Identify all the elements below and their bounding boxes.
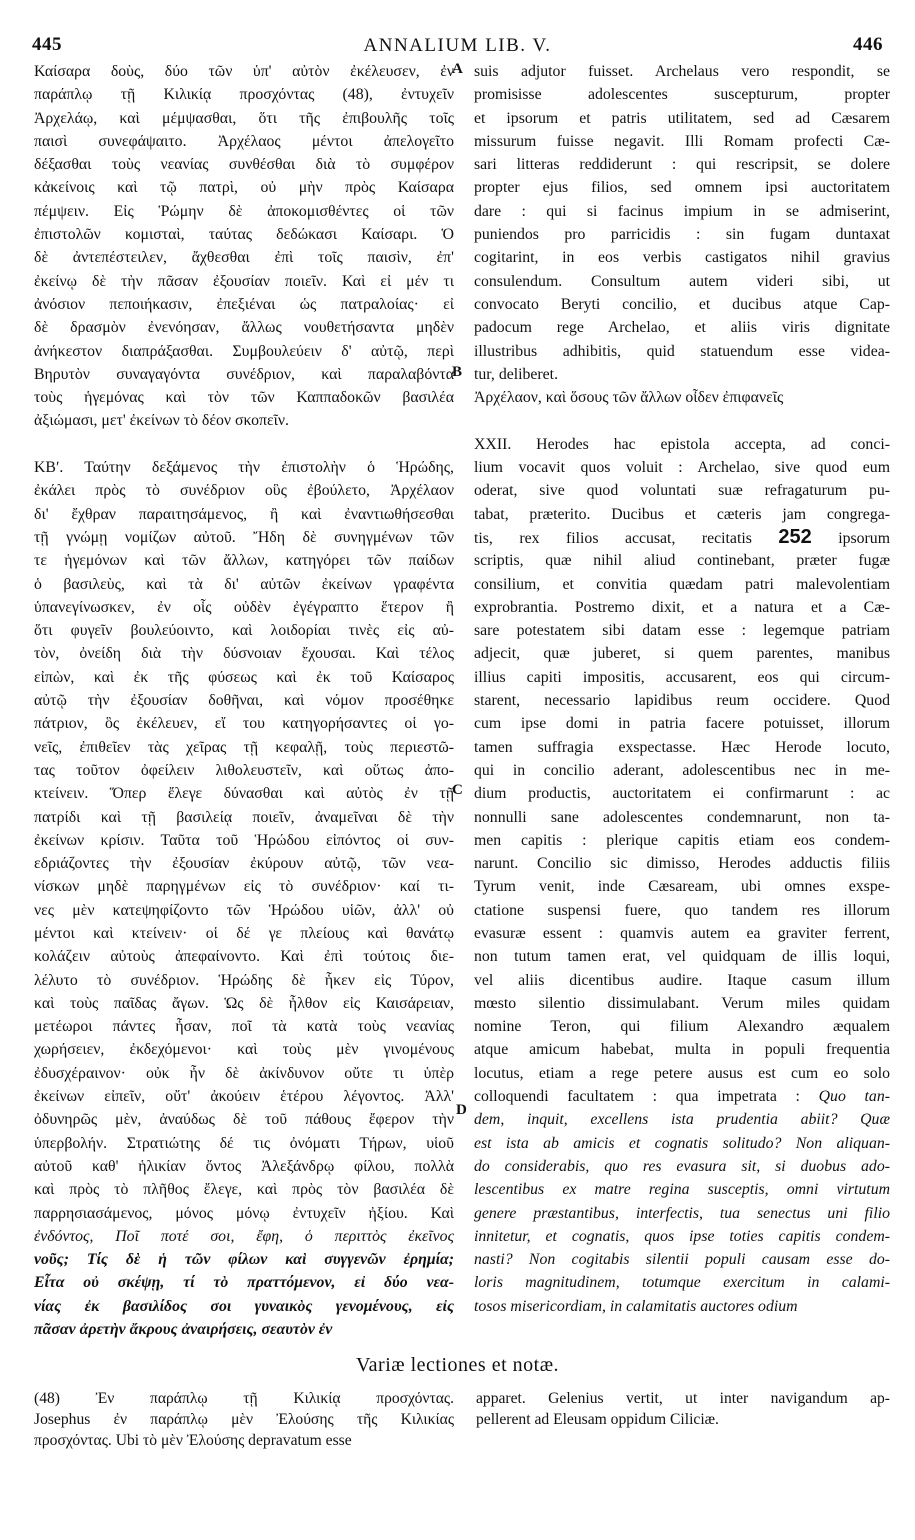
greek-text-line: Καίσαρα δοὺς, δύο τῶν ὑπ' αὐτὸν ἐκέλευσεν, ἐν — [34, 63, 454, 80]
latin-text-line: lium vocavit quos voluit : Archelao, sive quod eum — [474, 459, 890, 477]
greek-text-line: κολάζειν αὐτοὺς ἀπεφαίνοντο. Καὶ ἐπὶ τούτοις διε- — [34, 948, 454, 966]
column-number-marker: 252 — [778, 525, 812, 548]
greek-text-line: ὀδυνηρῶς μὲν, ἀναύδως δὲ τοῦ πάθους ἔφερον τὴν — [34, 1111, 454, 1129]
greek-text-line: ΚΒʹ. Ταύτην δεξάμενος τὴν ἐπιστολὴν ὁ Ἡρώδης, — [34, 459, 454, 477]
greek-text-line — [34, 433, 454, 456]
greek-text-line: Ἀρχελάῳ, καὶ μέμψασθαι, ὅτι τῆς ἐπιβουλῆς τοῖς — [34, 109, 454, 127]
latin-text-line: nasti? Non cogitabis silentii populi causam esse do- — [474, 1251, 890, 1269]
greek-text-line: δι' ἔχθραν παραιτησάμενος, ἢ καὶ ἐναντιωθήσεσθαι — [34, 505, 454, 523]
greek-text-line: τοὺς ἡγεμόνας καὶ τὸν τῶν Καππαδοκῶν βασιλέα — [34, 389, 454, 407]
greek-text-line: μετέωροι πάντες ἦσαν, ποῖ τὰ κατὰ τοὺς νεανίας — [34, 1018, 454, 1036]
greek-text-line: τε ἡγεμόνων καὶ τῶν ἄλλων, κατηγόρει τῶν παίδων — [34, 552, 454, 570]
greek-text-line: νοῦς; Τίς δὲ ἡ τῶν φίλων καὶ συγγενῶν ἐρημία; — [34, 1251, 454, 1269]
latin-text-line: consilium, et convitia quædam patri malevolentiam — [474, 575, 890, 593]
greek-text-line: καὶ τοὺς παῖδας ἄγων. Ὡς δὲ ἦλθον εἰς Καισάρειαν, — [34, 994, 454, 1012]
margin-letter-c: C — [452, 782, 463, 798]
latin-text-line: propter ejus filios, sed omnem ipsi auctoritatem — [474, 179, 890, 197]
note-line: Josephus ἐν παράπλῳ μὲν Ἐλούσης τῆς Κιλικίας — [34, 1411, 454, 1428]
latin-text-line: atque amicum habebat, multa in populi frequentia — [474, 1041, 890, 1059]
greek-text-line: κτείνειν. Ὅπερ ἔλεγε δύνασθαι καὶ αὐτὸς ἐν τῇ — [34, 785, 454, 803]
latin-text-line: sari litteras reddiderunt : qui rescripsit, se dolere — [474, 156, 890, 174]
latin-text-line: tamen suffragia exspectasse. Hæc Herode locuto, — [474, 738, 890, 756]
greek-text-line: παράπλῳ τῇ Κιλικίᾳ προσχόντας (48), ἐντυχεῖν — [34, 86, 454, 104]
margin-letter-b: B — [452, 364, 463, 380]
greek-text-line: ἀνήκεστον διαπράξασθαι. Συμβουλεύειν δ' αὐτῷ, περὶ — [34, 342, 454, 360]
latin-text-line: tis, rex filios accusat, recitatis 252 ipsorum — [474, 525, 890, 548]
latin-text-line: loris magnitudinem, totumque exercitum in calami- — [474, 1274, 890, 1292]
greek-text-line: ὁ βασιλεὺς, καὶ τὰ δι' αὐτῶν ἐκείνων γραφέντα — [34, 575, 454, 593]
latin-text-line: innitetur, et cognatis, quos ipse toties capitis condem- — [474, 1227, 890, 1245]
note-line: προσχόντας. Ubi τὸ μὲν Ἐλούσης depravatum esse — [34, 1432, 352, 1449]
latin-text-line: dare : qui si facinus impium in se admiserint, — [474, 202, 890, 220]
greek-text-line: ἐδυσχέραινον· οὐκ ἦν δὲ ἀκίνδυνον οὔτε τι ὑπὲρ — [34, 1064, 454, 1082]
greek-text-line: ὑπερβολήν. Στρατιώτης δέ τις ὀνόματι Τήρων, υἱοῦ — [34, 1134, 454, 1152]
greek-text-line: λέλυτο τὸ συνέδριον. Ἡρώδης δὲ ἧκεν εἰς Τύρον, — [34, 971, 454, 989]
greek-text-line: ὑπανεγίνωσκεν, ἐν οἷς οὐδὲν ἐγέγραπτο ἕτερον ἢ — [34, 598, 454, 616]
greek-text-line: πέμψειν. Εἰς Ῥώμην δὲ ἀποκομισθέντες οἱ τῶν — [34, 202, 454, 220]
latin-text-column — [474, 60, 890, 1318]
greek-text-line: δὲ δρασμὸν ἐνενόησαν, ἄλλως νουθετήσαντα μηδὲν — [34, 319, 454, 337]
notes-right-column — [476, 1388, 890, 1430]
latin-text-line: et ipsorum et patris utilitatem, sed ad Cæsarem — [474, 109, 890, 127]
greek-text-line: νίσκων μηδὲ παρηγμένων εἰς τὸ συνέδριον· καί τι- — [34, 878, 454, 896]
greek-text-line: ἀνόσιον πεποιήκασιν, ἐπεξιέναι ὡς πατραλοίας· εἰ — [34, 295, 454, 313]
latin-text-line: adjecit, quæ juberet, si quem parentes, manibus — [474, 645, 890, 663]
greek-text-line: εἰπὼν, καὶ ἐκ τῆς φύσεως καὶ ἐκ τοῦ Καίσαρος — [34, 668, 454, 686]
greek-text-line: αὐτῷ τὴν ἐξουσίαν δοθῆναι, καὶ νόμον προσέθηκε — [34, 692, 454, 710]
greek-text-line: καὶ πρὸς τὸ πλῆθος ἔλεγε, καὶ πρὸς τὸν βασιλέα δὲ — [34, 1181, 454, 1199]
latin-text-line — [474, 409, 890, 432]
latin-text-line: tur, deliberet. — [474, 365, 559, 383]
greek-text-line: νεῖς, ἐπιθεῖεν τὰς χεῖρας τῇ κεφαλῇ, τοὺς περιεστῶ- — [34, 738, 454, 756]
latin-text-line: genere præstantibus, interfectis, tua senectus uni filio — [474, 1204, 890, 1222]
latin-text-line: exprobrantia. Postremo dixit, et a natura et a Cæ- — [474, 598, 890, 616]
greek-text-line: δὲ ἀντεπέστειλεν, ἄχθεσθαι ἐπὶ τοῖς παισὶν, ἐπ' — [34, 249, 454, 267]
margin-letter-d: D — [456, 1102, 467, 1118]
note-line: apparet. Gelenius vertit, ut inter navigandum ap- — [476, 1390, 890, 1407]
latin-text-line: Tyrum venit, inde Cæsaream, ubi omnes exspe- — [474, 878, 890, 896]
greek-text-line: πάτριον, ὃς ἐκέλευεν, εἴ του κατηγορήσαντες οἱ γο- — [34, 715, 454, 733]
greek-text-line: αὐτοῦ καθ' ἡλικίαν ὄντος Ἀλεξάνδρῳ φίλου, πολλὰ — [34, 1157, 454, 1175]
latin-text-line: missurum fuisse negavit. Illi Romam profecti Cæ- — [474, 132, 890, 150]
greek-text-line: Εἶτα οὐ σκέψῃ, τί τὸ πραττόμενον, εἰ δύο νεα- — [34, 1274, 454, 1292]
latin-text-line: scriptis, quæ nihil aliud continebant, præter fugæ — [474, 552, 890, 570]
latin-text-line: locutus, etiam a rege petere ausus est cum eo solo — [474, 1064, 890, 1082]
greek-text-line: δέξασθαι τοὺς νεανίας συνθέσθαι διὰ τὸ συμφέρον — [34, 156, 454, 174]
margin-letter-a: A — [452, 61, 463, 77]
greek-text-line: τῇ γνώμῃ νομίζων αὐτοῦ. Ἤδη δὲ συνηγμένων τῶν — [34, 528, 454, 546]
greek-text-line: ἀξιώμασι, μετ' ἐκείνων τὸ δέον σκοπεῖν. — [34, 412, 289, 430]
latin-text-line: dem, inquit, excellens ista prudentia abiit? Quæ — [474, 1111, 890, 1129]
latin-text-line: ctatione suspensi fuere, quo tandem res illorum — [474, 901, 890, 919]
greek-text-line: νες μὲν κατεψηφίζοντο τῶν Ἡρώδου υἱῶν, ἀλλ' οὐ — [34, 901, 454, 919]
latin-text-line: colloquendi facultatem : qua impetrata : Quo tan- — [474, 1088, 890, 1106]
latin-text-line: puniendos pro parricidis : sin fugam duntaxat — [474, 226, 890, 244]
latin-text-line: XXII. Herodes hac epistola accepta, ad conci- — [474, 435, 890, 453]
latin-text-line: est ista ab amicis et cognatis solitudo? Non aliquan- — [474, 1134, 890, 1152]
latin-text-line: vel aliis dicentibus audire. Itaque casum illum — [474, 971, 890, 989]
latin-text-line: convocato Beryti concilio, et ducibus atque Cap- — [474, 295, 890, 313]
latin-text-line: qui in concilio aderant, adolescentibus nec in me- — [474, 761, 890, 779]
greek-text-line: τὸν, ὀνείδη διὰ τὴν δύσνοιαν ἔχουσαι. Καὶ τέλος — [34, 645, 454, 663]
latin-text-line: nomine Teron, qui filium Alexandro æqualem — [474, 1018, 890, 1036]
greek-text-line: νίας ἐκ βασιλίδος σοι γυναικὸς γενομένους, εἰς — [34, 1297, 454, 1315]
greek-text-line: μέντοι καὶ κτείνειν· οἱ δέ γε πλείους καὶ θανάτῳ — [34, 924, 454, 942]
greek-text-column — [34, 60, 454, 1341]
latin-text-line: suis adjutor fuisset. Archelaus vero respondit, se — [474, 63, 890, 80]
latin-text-line: oderat, sive quod voluntati suæ refragaturum pu- — [474, 482, 890, 500]
latin-text-line: mœsto silentio dissimulabant. Verum miles quidam — [474, 994, 890, 1012]
latin-text-line: do considerabis, quo res evasura sit, si duobus ado- — [474, 1157, 890, 1175]
italic-quote: Quo tan- — [818, 1088, 890, 1106]
greek-text-line: τας τοῦτον ὀφείλειν λιθολευστεῖν, καὶ οὕτως ἀπο- — [34, 761, 454, 779]
latin-text-line: consulendum. Consultum autem videri sibi, ut — [474, 272, 890, 290]
latin-text-line: illius capiti impositis, accusarent, eos qui circum- — [474, 668, 890, 686]
greek-text-line: ἐκείνων εἰπεῖν, οὔτ' ἀκούειν ἑτέρου λέγοντος. Ἀλλ' — [34, 1088, 454, 1106]
latin-text-line: sare potestatem sibi datam esse : legemque patriam — [474, 622, 890, 640]
latin-text-line: non tutum tamen erat, vel quidquam de illis loqui, — [474, 948, 890, 966]
greek-text-line: χωρήσειεν, ἐκδεχόμενοι· καὶ τοὺς μὲν γινομένους — [34, 1041, 454, 1059]
note-line: pellerent ad Eleusam oppidum Ciliciæ. — [476, 1411, 719, 1428]
latin-text-line: Ἀρχέλαον, καὶ ὅσους τῶν ἄλλων οἶδεν ἐπιφανεῖς — [474, 389, 784, 407]
greek-text-line: ἐπιστολῶν κομισταὶ, ταύτας δεδώκασι Καίσαρι. Ὁ — [34, 226, 454, 244]
latin-text-line: tabat, præterito. Ducibus et cæteris jam congrega- — [474, 505, 890, 523]
running-title: ANNALIUM LIB. V. — [363, 35, 552, 56]
greek-text-line: κἀκείνοις καὶ τῷ πατρὶ, οὐ μὴν πρὸς Καίσαρα — [34, 179, 454, 197]
latin-text-line: starent, necessario lapidibus reum occidere. Quod — [474, 692, 890, 710]
greek-text-line: ἐνδόντος, Ποῖ ποτέ σοι, ἔφη, ὁ περιττὸς ἐκεῖνος — [34, 1227, 454, 1245]
latin-text-line: men capitis : plerique capitis etiam eos condem- — [474, 831, 890, 849]
page-number-right: 446 — [853, 34, 883, 55]
greek-text-line: παρρησιασάμενος, μόνος μόνῳ ἐντυχεῖν ἠξίου. Καὶ — [34, 1204, 454, 1222]
latin-text-line: tosos misericordiam, in calamitatis auctores odium — [474, 1297, 798, 1315]
note-line: (48) Ἐν παράπλῳ τῇ Κιλικίᾳ προσχόντας. — [34, 1390, 454, 1407]
latin-text-line: narunt. Concilio sic dimisso, Herodes adductis filiis — [474, 855, 890, 873]
latin-text-line: lescentibus ex matre regina susceptis, omni virtutum — [474, 1181, 890, 1199]
page-header — [28, 34, 887, 56]
notes-left-column — [34, 1388, 454, 1451]
greek-text-line: Βηρυτὸν συναγαγόντα συνέδριον, καὶ παραλαβόντα — [34, 365, 454, 383]
greek-text-line: πατρίδι καὶ τῇ βασιλείᾳ ποιεῖν, ἀναμεῖναι δὲ τὴν — [34, 808, 454, 826]
latin-text-line: promisisse adolescentes suscepturum, propter — [474, 86, 890, 104]
greek-text-line: ὅτι φυγεῖν βουλεύοιντο, καὶ λοιδορίαι τινὲς εἰς αὐ- — [34, 622, 454, 640]
latin-text-line: illustribus adhibitis, quid statuendum esse videa- — [474, 342, 890, 360]
latin-text-line: cum ipse domi in patria facere potuisset, illorum — [474, 715, 890, 733]
latin-text-line: dium productis, auctoritatem ei confirmarunt : ac — [474, 785, 890, 803]
greek-text-line: ἐκάλει πρὸς τὸ συνέδριον οὓς ἐβούλετο, Ἀρχέλαον — [34, 482, 454, 500]
page-number-left: 445 — [32, 34, 62, 55]
greek-text-line: πᾶσαν ἀρετὴν ἄκρους ἀναιρήσεις, σεαυτὸν ἐν — [34, 1321, 333, 1339]
greek-text-line: παισὶ συνεφάψαιτο. Ἀρχέλαος μέντοι ἀπελογεῖτο — [34, 132, 454, 150]
greek-text-line: εδριάζοντες τὴν ἐξουσίαν ἐκύρουν αὐτῷ, τῶν νεα- — [34, 855, 454, 873]
latin-text-line: cogitarint, in eos verbis castigatos nihil gravius — [474, 249, 890, 267]
latin-text-line: nonnulli sane adolescentes condemnarunt, non ta- — [474, 808, 890, 826]
notes-title: Variæ lectiones et notæ. — [355, 1354, 560, 1376]
latin-text-line: evasuræ essent : quamvis autem ea graviter ferrent, — [474, 924, 890, 942]
greek-text-line: ἐκείνῳ δὲ τὴν πᾶσαν ἐξουσίαν ποιεῖν. Καὶ εἰ μέν τι — [34, 272, 454, 290]
latin-text-line: padocum rege Archelao, et aliis viris dignitate — [474, 319, 890, 337]
greek-text-line: ἐκείνων κρίσιν. Ταῦτα τοῦ Ἡρώδου εἰπόντος οἱ συν- — [34, 831, 454, 849]
